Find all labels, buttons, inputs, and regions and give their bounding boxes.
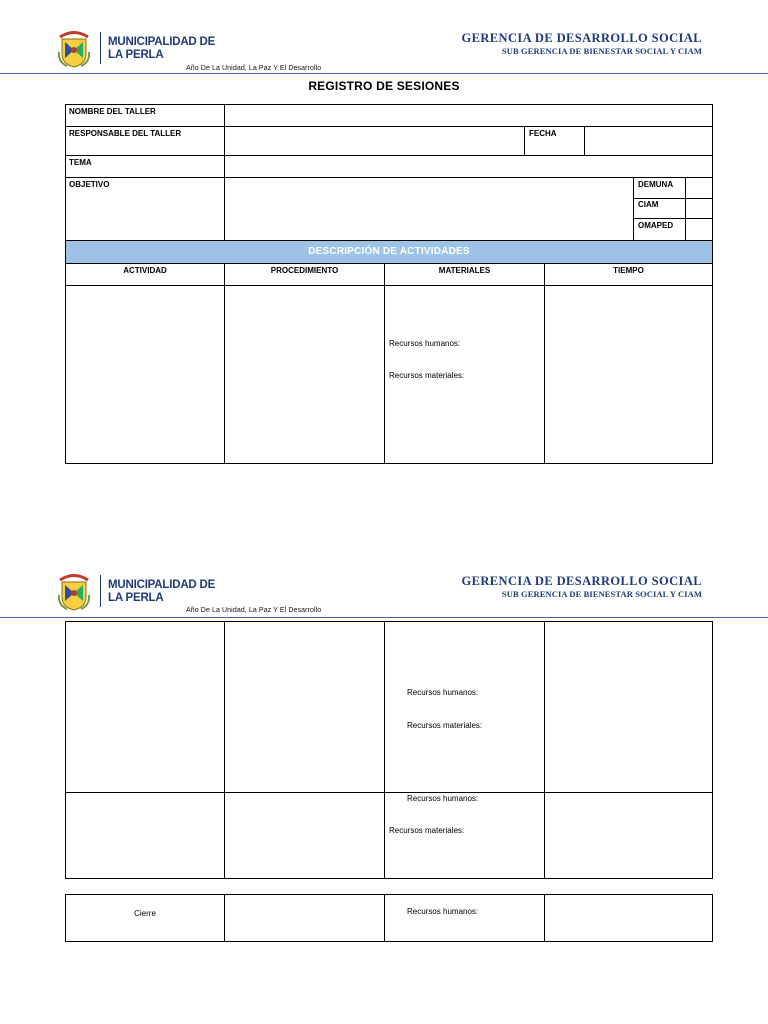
municipality-line1: MUNICIPALIDAD DE xyxy=(108,579,216,591)
closing-label: Cierre xyxy=(134,909,156,918)
activity-cell[interactable] xyxy=(65,285,225,464)
ciam-checkbox[interactable] xyxy=(685,198,713,219)
objetivo-label: OBJETIVO xyxy=(69,180,110,189)
time-cell[interactable] xyxy=(544,285,713,464)
closing-procedure-cell[interactable] xyxy=(224,894,385,942)
header-divider xyxy=(100,575,101,607)
col-actividad-header: ACTIVIDAD xyxy=(123,266,167,275)
material-resources-label: Recursos materiales: xyxy=(389,826,465,835)
col-materiales-header: MATERIALES xyxy=(438,266,491,275)
time-cell[interactable] xyxy=(544,621,713,793)
procedure-cell[interactable] xyxy=(224,621,385,793)
header-rule xyxy=(0,73,768,74)
nombre-taller-field[interactable] xyxy=(224,104,713,127)
col-procedimiento-header: PROCEDIMIENTO xyxy=(270,266,339,275)
objetivo-field[interactable] xyxy=(224,177,634,241)
material-resources-label: Recursos materiales: xyxy=(407,721,483,730)
activities-banner: DESCRIPCIÓN DE ACTIVIDADES xyxy=(65,240,713,264)
fecha-field[interactable] xyxy=(584,126,713,156)
human-resources-label: Recursos humanos: xyxy=(407,794,479,803)
fecha-label: FECHA xyxy=(529,129,557,138)
demuna-checkbox[interactable] xyxy=(685,177,713,199)
municipality-line1: MUNICIPALIDAD DE xyxy=(108,36,216,48)
responsable-label: RESPONSABLE DEL TALLER xyxy=(69,129,182,138)
la-perla-crest-icon xyxy=(57,571,91,611)
closing-time-cell[interactable] xyxy=(544,894,713,942)
la-perla-crest-icon xyxy=(57,28,91,68)
procedure-cell[interactable] xyxy=(224,792,385,879)
material-resources-label: Recursos materiales: xyxy=(389,371,465,380)
omaped-label: OMAPED xyxy=(638,221,674,230)
year-motto: Año De La Unidad, La Paz Y El Desarrollo xyxy=(186,65,322,72)
sub-department-title: SUB GERENCIA DE BIENESTAR SOCIAL Y CIAM xyxy=(501,46,702,56)
activity-cell[interactable] xyxy=(65,621,225,793)
responsable-field[interactable] xyxy=(224,126,525,156)
header-divider xyxy=(100,32,101,64)
col-tiempo-header: TIEMPO xyxy=(613,266,644,275)
tema-label: TEMA xyxy=(69,158,92,167)
time-cell[interactable] xyxy=(544,792,713,879)
human-resources-label: Recursos humanos: xyxy=(407,907,479,916)
sub-department-title: SUB GERENCIA DE BIENESTAR SOCIAL Y CIAM xyxy=(501,589,702,599)
ciam-label: CIAM xyxy=(638,200,659,209)
materials-cell[interactable] xyxy=(384,792,545,879)
procedure-cell[interactable] xyxy=(224,285,385,464)
department-title: GERENCIA DE DESARROLLO SOCIAL xyxy=(461,31,702,45)
year-motto: Año De La Unidad, La Paz Y El Desarrollo xyxy=(186,607,322,614)
form-title: REGISTRO DE SESIONES xyxy=(308,79,460,93)
nombre-taller-label: NOMBRE DEL TALLER xyxy=(69,107,156,116)
closing-materials-cell[interactable] xyxy=(384,894,545,942)
demuna-label: DEMUNA xyxy=(638,180,674,189)
municipality-name xyxy=(108,579,215,605)
municipality-line2: LA PERLA xyxy=(108,592,164,604)
materials-cell[interactable] xyxy=(384,621,545,793)
municipality-line2: LA PERLA xyxy=(108,49,164,61)
human-resources-label: Recursos humanos: xyxy=(407,688,479,697)
human-resources-label: Recursos humanos: xyxy=(389,339,461,348)
activity-cell[interactable] xyxy=(65,792,225,879)
header-rule xyxy=(0,617,768,618)
tema-field[interactable] xyxy=(224,155,713,178)
omaped-checkbox[interactable] xyxy=(685,218,713,241)
municipality-name xyxy=(108,36,215,62)
department-title: GERENCIA DE DESARROLLO SOCIAL xyxy=(461,574,702,588)
closing-label-cell xyxy=(65,894,225,942)
